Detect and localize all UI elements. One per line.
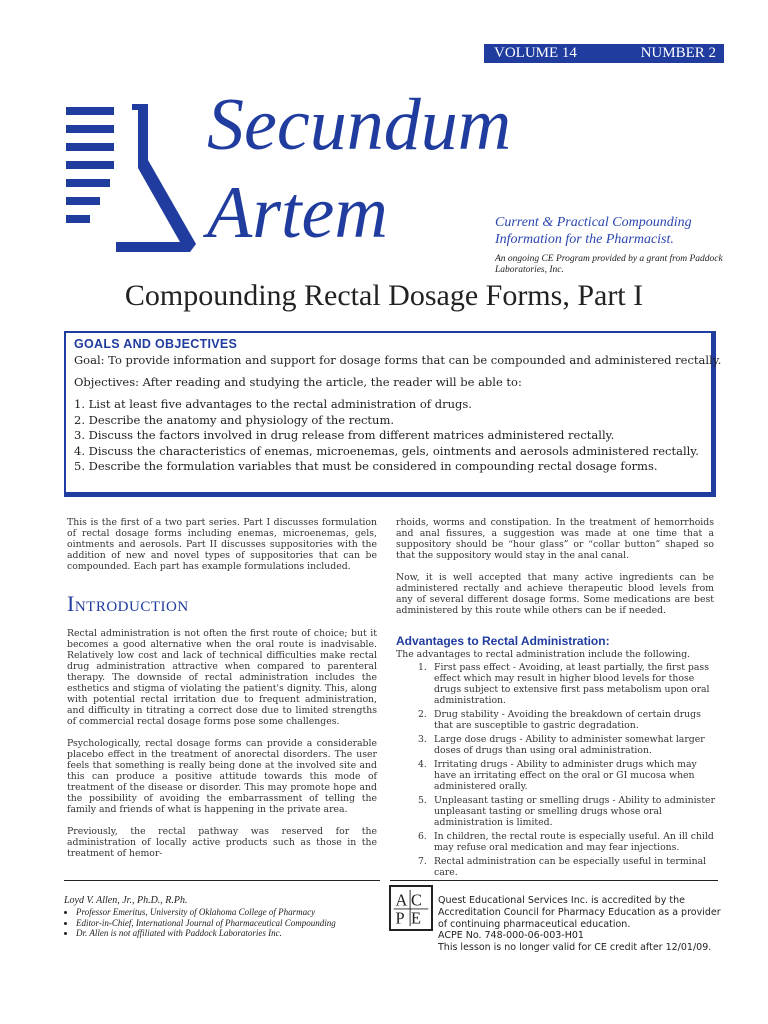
- volume-label: VOLUME 14: [494, 45, 577, 61]
- objectives-intro: Objectives: After reading and studying the article, the reader will be able to:: [74, 375, 522, 389]
- goals-box: [64, 331, 722, 497]
- list-text: Rectal administration can be especially useful in terminal care.: [434, 856, 707, 878]
- accreditation-text: Quest Educational Services Inc. is accredited by the Accreditation Council for Pharmacy Education as a provider of continuing pharmaceutical education.: [438, 895, 721, 930]
- body-paragraph: Previously, the rectal pathway was reserved for the administration of locally active products such as those in the treatment of hemor-: [67, 826, 377, 859]
- acpe-logo-icon: [389, 885, 433, 931]
- objectives-list: [74, 397, 711, 475]
- list-item: [396, 759, 716, 792]
- list-number: 1.: [418, 662, 427, 673]
- goal-text: Goal: To provide information and support for dosage forms that can be compounded and administered rectally.: [74, 353, 722, 367]
- advantages-intro: The advantages to rectal administration include the following.: [396, 649, 691, 660]
- masthead-tagline: Current & Practical Compounding Information for the Pharmacist.: [495, 215, 692, 247]
- body-paragraph: Rectal administration is not often the first route of choice; but it becomes a good alternative when the oral route is inadvisable. Relatively low cost and lack of technical difficulties make rectal drug administration attractive when compared to parenteral therapy. The downside of rectal administration includes the esthetics and stigma of violating the patient's dignity. This, along with potential rectal irritation due to frequent administration, and difficulty in titrating a correct dose due to limited strengths of commercial rectal dosage forms pose some challenges.: [67, 628, 377, 727]
- validity-note: This lesson is no longer valid for CE credit after 12/01/09.: [438, 942, 712, 954]
- list-item: [396, 662, 716, 706]
- accreditation-block: [438, 895, 728, 954]
- list-text: Irritating drugs - Ability to administer drugs which may have an irritating effect on the oral or GI mucosa when administered orally.: [434, 759, 697, 792]
- svg-text:A: A: [395, 890, 408, 910]
- number-label: NUMBER 2: [640, 45, 716, 61]
- ce-program-note: An ongoing CE Program provided by a grant from Paddock Laboratories, Inc.: [495, 254, 723, 275]
- right-column-top: [396, 517, 714, 627]
- heading-initial: I: [67, 591, 75, 616]
- footer-divider-right: [390, 880, 718, 881]
- list-number: 2.: [418, 709, 427, 720]
- body-paragraph: Now, it is well accepted that many active ingredients can be administered rectally and achieve therapeutic blood levels from any of several different dosage forms. Some medications are best administered by this route while others can be if needed.: [396, 572, 714, 616]
- svg-text:P: P: [395, 908, 405, 928]
- masthead-title-line1: Secundum: [207, 84, 512, 166]
- list-text: Large dose drugs - Ability to administer somewhat larger doses of drugs than using oral administration.: [434, 734, 705, 756]
- svg-text:C: C: [411, 890, 422, 910]
- list-item: [396, 795, 716, 828]
- list-number: 4.: [418, 759, 427, 770]
- list-text: In children, the rectal route is especially useful. An ill child may refuse oral medication and may fear injections.: [434, 831, 714, 853]
- objective-item: 2. Describe the anatomy and physiology of the rectum.: [74, 412, 395, 427]
- objective-item: 4. Discuss the characteristics of enemas, microenemas, gels, ointments and aerosols administered rectally.: [74, 443, 699, 458]
- list-item: [396, 831, 716, 853]
- advantages-list: [396, 649, 716, 881]
- author-name: Loyd V. Allen, Jr., Ph.D., R.Ph.: [64, 895, 188, 906]
- footer-divider-left: [64, 880, 380, 881]
- list-number: 5.: [418, 795, 427, 806]
- body-paragraph: Psychologically, rectal dosage forms can provide a considerable placebo effect in the treatment of anorectal disorders. The user feels that something is really being done at the involved site and this can produce a positive attitude towards this mode of treatment of the disease or disorder. This may promote hope and the possibility of avoiding the embarrassment of telling the family and friends of what is happening in the private area.: [67, 738, 377, 815]
- volume-bar: [484, 44, 724, 63]
- list-item: [396, 856, 716, 878]
- flask-logo-icon: [66, 104, 196, 252]
- list-item: [396, 734, 716, 756]
- list-number: 6.: [418, 831, 427, 842]
- body-paragraph: rhoids, worms and constipation. In the treatment of hemorrhoids and anal fissures, a suggestion was made at one time that a suppository should be “hour glass” or “collar button” shaped so that the suppository would stay in the anal canal.: [396, 517, 714, 561]
- objective-item: 1. List at least five advantages to the rectal administration of drugs.: [74, 397, 472, 411]
- series-intro-paragraph: This is the first of a two part series. Part I discusses formulation of rectal dosage forms including enemas, microenemas, gels, ointments and aerosols. Part II discusses suppositories with the addition of new and novel types of suppositories that can be compounded. Each part has example formulations included.: [67, 517, 377, 572]
- list-text: Unpleasant tasting or smelling drugs - Ability to administer unpleasant tasting or smelling drugs whose oral administration is limited.: [434, 795, 716, 828]
- advantages-heading: Advantages to Rectal Administration:: [396, 634, 610, 648]
- author-credentials: [64, 907, 384, 939]
- list-number: 7.: [418, 856, 427, 867]
- credential-item: • Professor Emeritus, University of Oklahoma College of Pharmacy: [76, 907, 384, 918]
- heading-rest: NTRODUCTION: [74, 599, 189, 615]
- acpe-number: ACPE No. 748-000-06-003-H01: [438, 930, 584, 942]
- section-heading-introduction: [67, 591, 189, 617]
- list-number: 3.: [418, 734, 427, 745]
- left-column-top: [67, 517, 377, 583]
- list-text: Drug stability - Avoiding the breakdown of certain drugs that are susceptible to gastric degradation.: [434, 709, 701, 731]
- credential-item: • Dr. Allen is not affiliated with Paddock Laboratories Inc.: [76, 928, 384, 939]
- svg-text:E: E: [411, 908, 421, 928]
- author-block: [64, 895, 384, 939]
- list-item: [396, 709, 716, 731]
- list-text: First pass effect - Avoiding, at least partially, the first pass effect which may result in higher blood levels for those drugs subject to extensive first pass metabolism upon oral administration.: [434, 662, 710, 706]
- credential-item: • Editor-in-Chief, International Journal of Pharmaceutical Compounding: [76, 918, 384, 929]
- objective-item: 5. Describe the formulation variables that must be considered in compounding rectal dosage forms.: [74, 459, 658, 473]
- left-column-body: [67, 628, 377, 870]
- masthead-title-line2: Artem: [207, 172, 388, 254]
- article-title: Compounding Rectal Dosage Forms, Part I: [124, 279, 644, 312]
- objective-item: 3. Discuss the factors involved in drug release from different matrices administered rectally.: [74, 428, 615, 442]
- goals-heading: GOALS AND OBJECTIVES: [74, 337, 238, 351]
